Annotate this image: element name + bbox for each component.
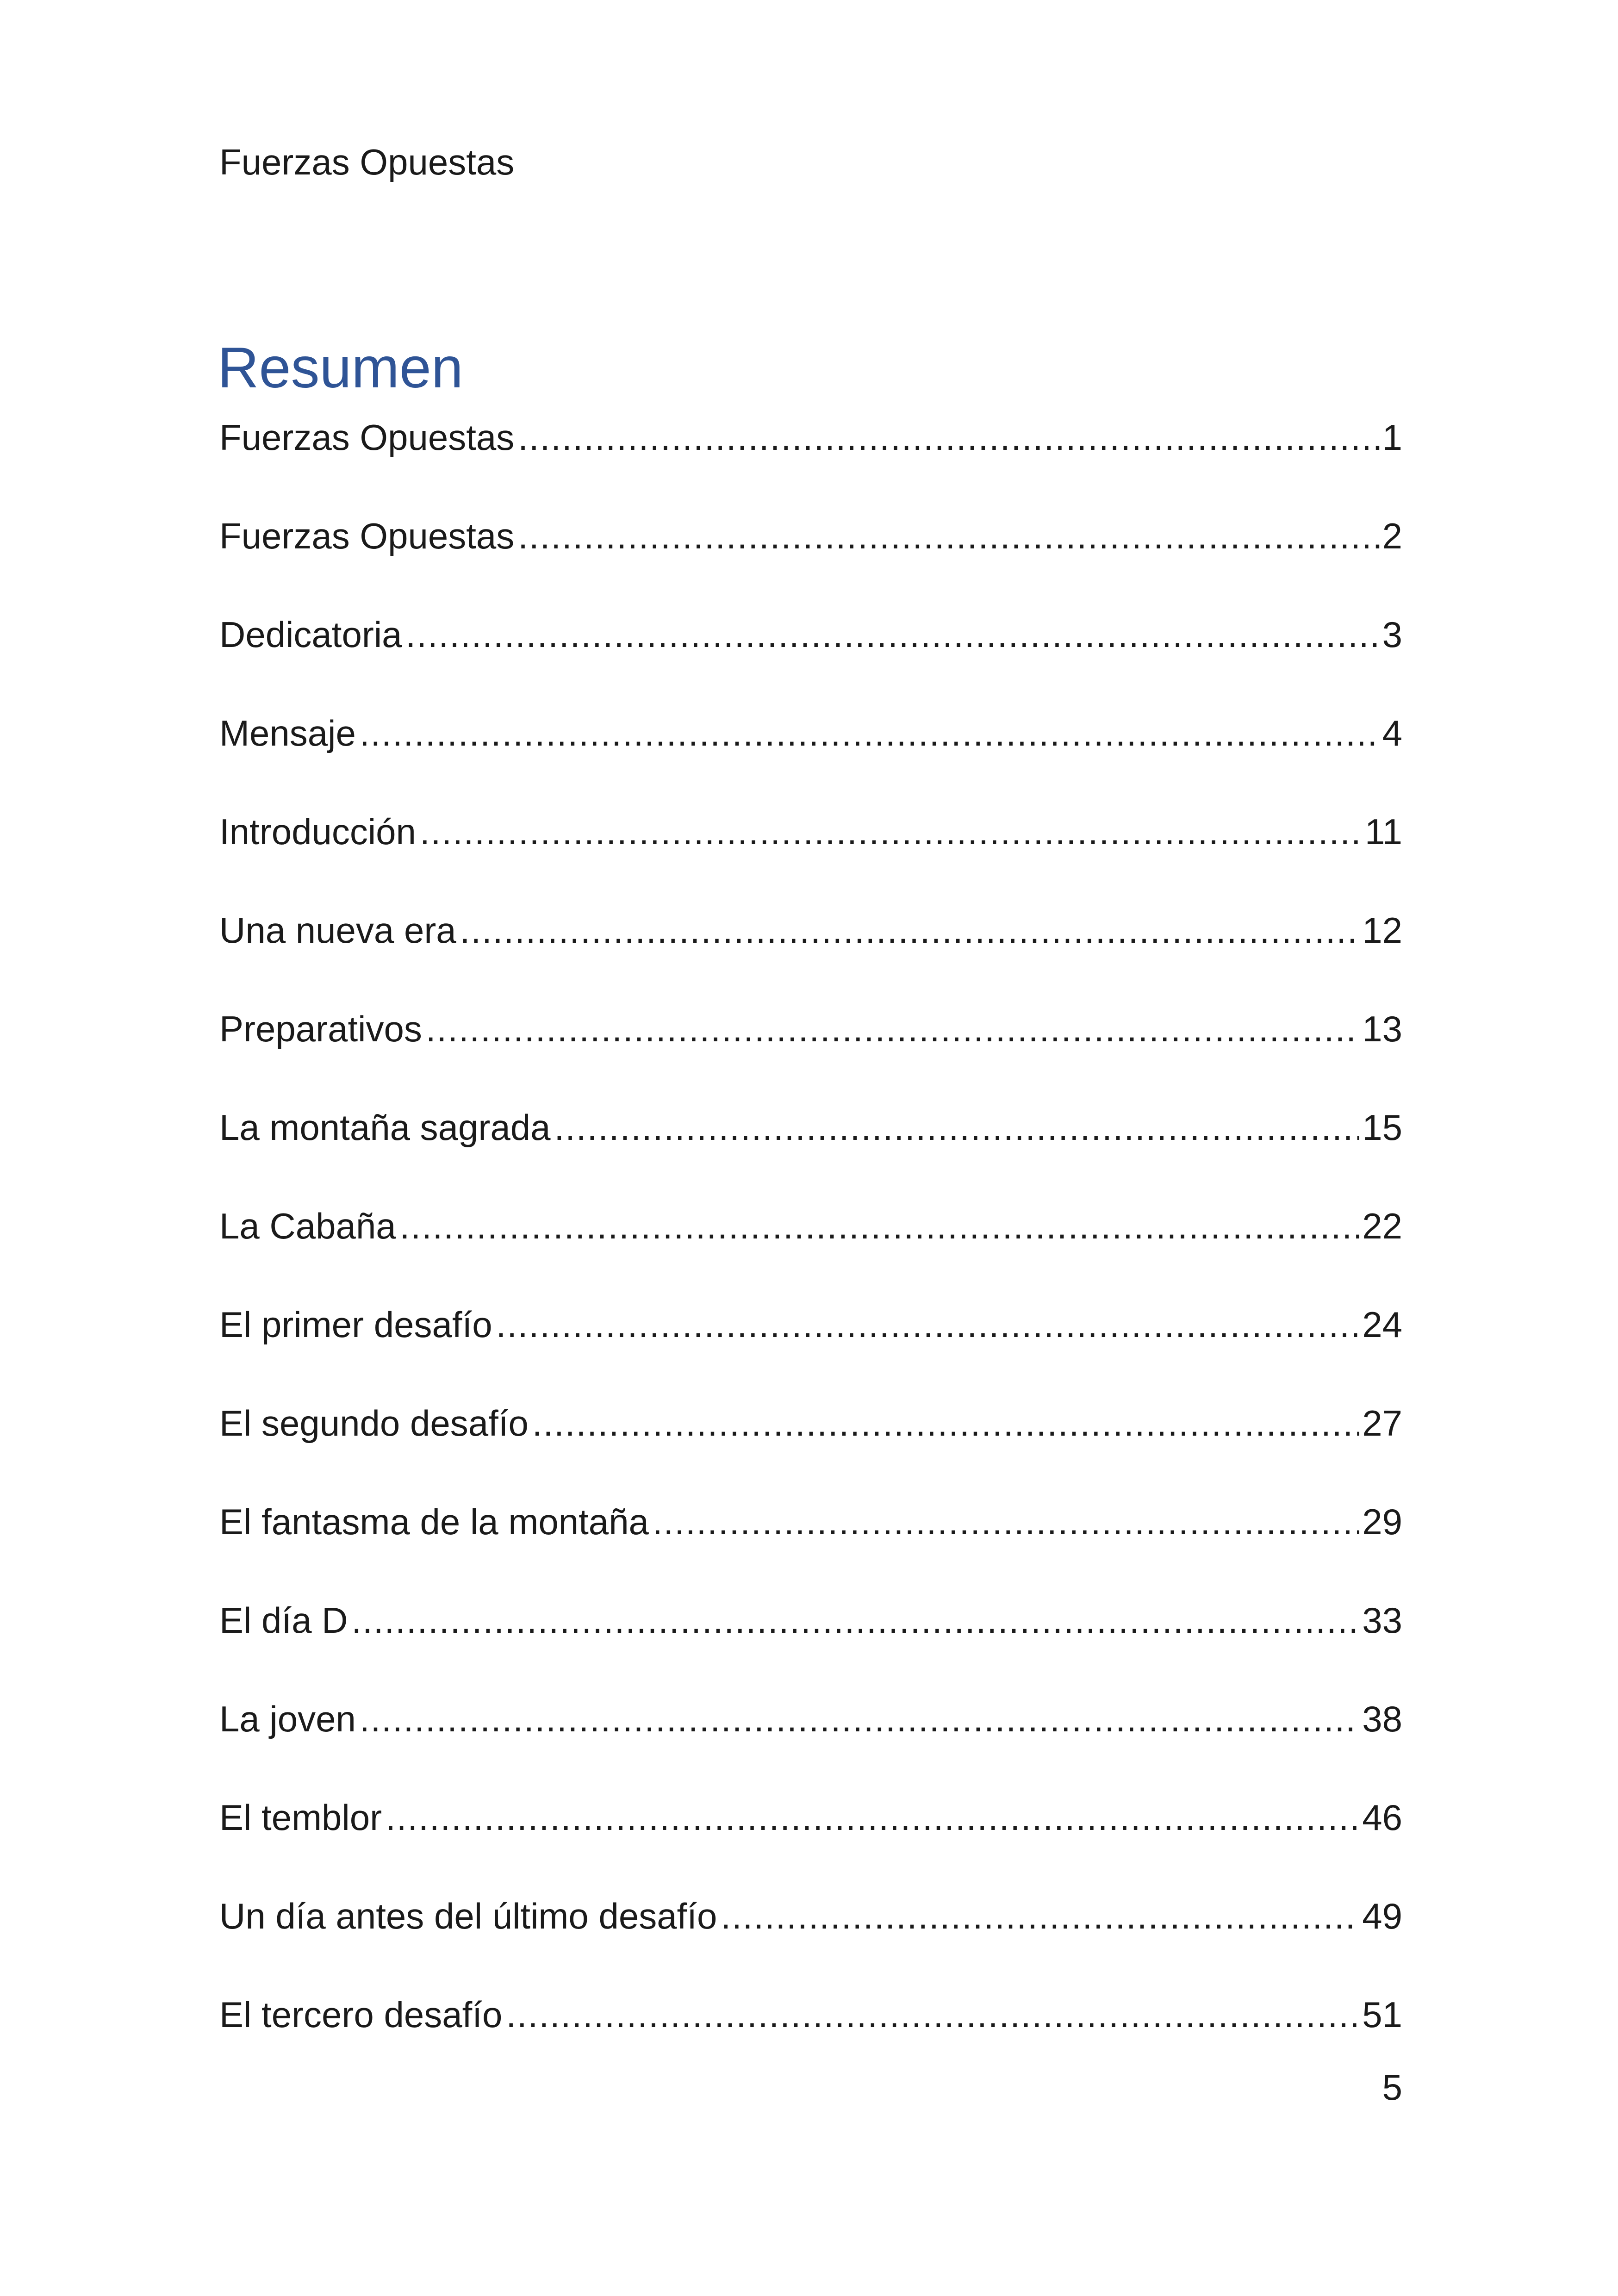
toc-entry-title: El primer desafío: [219, 1304, 492, 1345]
toc-dot-leader: [351, 1597, 1359, 1643]
table-of-contents: [219, 414, 1402, 2090]
toc-entry-title: El fantasma de la montaña: [219, 1501, 649, 1542]
toc-dot-leader: [360, 710, 1380, 756]
toc-entry[interactable]: [219, 1104, 1402, 1203]
toc-dot-leader: [518, 513, 1379, 559]
toc-entry[interactable]: [219, 1597, 1402, 1696]
toc-entry[interactable]: [219, 710, 1402, 809]
toc-entry-page: 11: [1365, 811, 1402, 852]
toc-entry-title: El segundo desafío: [219, 1403, 529, 1444]
toc-dot-leader: [400, 1203, 1360, 1249]
toc-dot-leader: [360, 1696, 1359, 1742]
toc-entry-page: 46: [1362, 1797, 1402, 1838]
toc-entry-title: Fuerzas Opuestas: [219, 516, 515, 556]
toc-heading: Resumen: [218, 336, 463, 400]
toc-entry-title: La montaña sagrada: [219, 1107, 551, 1148]
toc-dot-leader: [496, 1301, 1360, 1348]
toc-entry[interactable]: [219, 513, 1402, 611]
toc-entry-page: 51: [1362, 1994, 1402, 2035]
toc-entry-page: 27: [1362, 1403, 1402, 1444]
toc-entry[interactable]: [219, 1301, 1402, 1400]
toc-entry-title: Introducción: [219, 811, 416, 852]
toc-dot-leader: [420, 809, 1362, 855]
toc-entry[interactable]: [219, 907, 1402, 1006]
toc-dot-leader: [386, 1794, 1359, 1841]
toc-dot-leader: [426, 1006, 1359, 1052]
toc-entry-page: 12: [1362, 910, 1402, 951]
toc-entry-page: 15: [1362, 1107, 1402, 1148]
toc-entry-title: La joven: [219, 1699, 356, 1739]
toc-dot-leader: [406, 611, 1380, 658]
toc-entry-page: 3: [1382, 614, 1402, 655]
toc-dot-leader: [532, 1400, 1359, 1446]
toc-entry-page: 38: [1362, 1699, 1402, 1739]
toc-entry[interactable]: [219, 414, 1402, 513]
toc-dot-leader: [518, 414, 1379, 460]
toc-entry-title: Una nueva era: [219, 910, 456, 951]
toc-entry-title: Dedicatoria: [219, 614, 402, 655]
toc-entry-page: 22: [1362, 1206, 1402, 1246]
toc-entry-page: 24: [1362, 1304, 1402, 1345]
toc-entry-page: 2: [1382, 516, 1402, 556]
toc-dot-leader: [460, 907, 1360, 953]
toc-dot-leader: [721, 1893, 1359, 1939]
toc-entry-title: Fuerzas Opuestas: [219, 417, 515, 458]
toc-entry[interactable]: [219, 1203, 1402, 1301]
toc-dot-leader: [506, 1991, 1359, 2038]
toc-entry[interactable]: [219, 1006, 1402, 1104]
toc-dot-leader: [653, 1499, 1359, 1545]
toc-entry-page: 29: [1362, 1501, 1402, 1542]
toc-entry[interactable]: [219, 1499, 1402, 1597]
toc-entry[interactable]: [219, 1400, 1402, 1499]
toc-entry[interactable]: [219, 809, 1402, 907]
page-number: 5: [1382, 2067, 1402, 2108]
toc-entry[interactable]: [219, 1893, 1402, 1991]
toc-entry-title: El día D: [219, 1600, 348, 1641]
toc-entry-title: El tercero desafío: [219, 1994, 503, 2035]
toc-entry-title: La Cabaña: [219, 1206, 396, 1246]
toc-dot-leader: [554, 1104, 1360, 1151]
running-header: Fuerzas Opuestas: [219, 142, 515, 182]
toc-entry-page: 4: [1382, 713, 1402, 753]
toc-entry-page: 1: [1382, 417, 1402, 458]
toc-entry-page: 33: [1362, 1600, 1402, 1641]
toc-entry-page: 49: [1362, 1896, 1402, 1936]
toc-entry-title: Mensaje: [219, 713, 356, 753]
toc-entry[interactable]: [219, 611, 1402, 710]
toc-entry[interactable]: [219, 1696, 1402, 1794]
toc-entry[interactable]: [219, 1991, 1402, 2090]
toc-entry[interactable]: [219, 1794, 1402, 1893]
toc-entry-title: Preparativos: [219, 1008, 422, 1049]
toc-entry-page: 13: [1362, 1008, 1402, 1049]
toc-entry-title: El temblor: [219, 1797, 382, 1838]
toc-entry-title: Un día antes del último desafío: [219, 1896, 717, 1936]
